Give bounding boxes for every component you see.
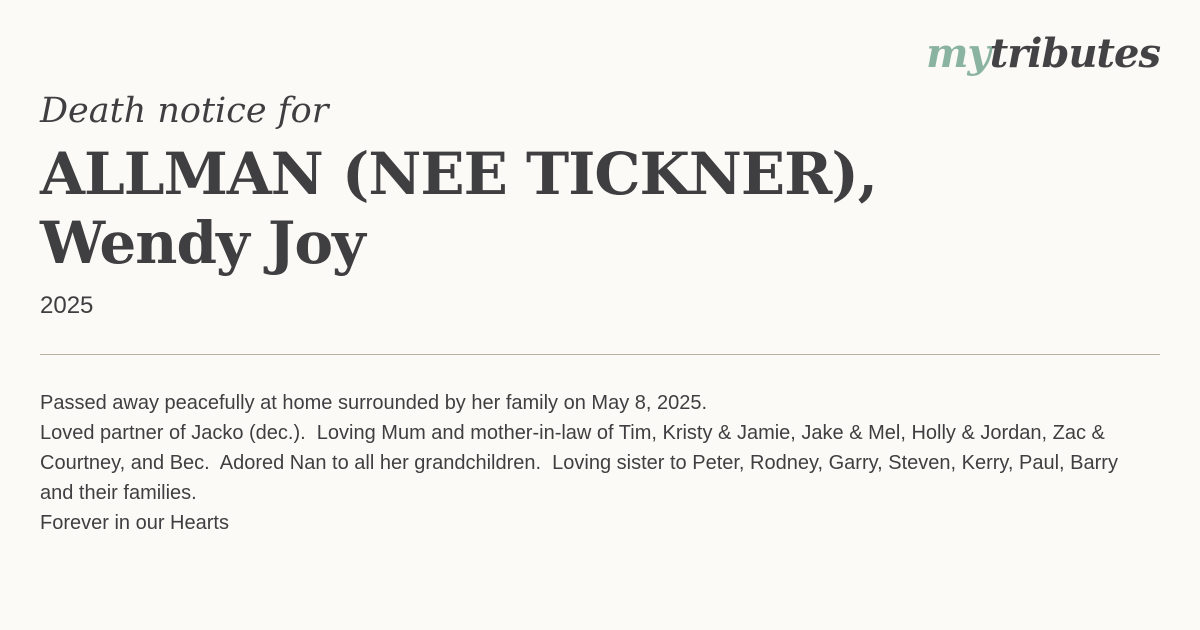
mytributes-logo[interactable] xyxy=(926,30,1160,77)
deceased-name xyxy=(40,140,877,278)
deceased-surname: ALLMAN (NEE TICKNER), xyxy=(40,140,877,208)
notice-label: Death notice for xyxy=(40,91,329,131)
notice-paragraph: Forever in our Hearts xyxy=(40,512,229,534)
section-divider xyxy=(40,354,1160,355)
notice-body xyxy=(40,388,1130,538)
logo-my-text: my xyxy=(926,30,990,77)
notice-paragraph: Loved partner of Jacko (dec.). Loving Mum and mother-in-law of Tim, Kristy & Jamie, Jake & Mel, Holly & Jordan, Zac & Courtney, and Bec. Adored Nan to all her grandchildren. Loving sister to Peter, Rodney, Garry, Steven, Kerry, Paul, Barry and their families. xyxy=(40,422,1124,504)
notice-year: 2025 xyxy=(40,292,94,319)
notice-paragraph: Passed away peacefully at home surrounded by her family on May 8, 2025. xyxy=(40,392,708,414)
deceased-given-names: Wendy Joy xyxy=(40,209,365,277)
logo-tributes-text: tributes xyxy=(989,30,1160,77)
